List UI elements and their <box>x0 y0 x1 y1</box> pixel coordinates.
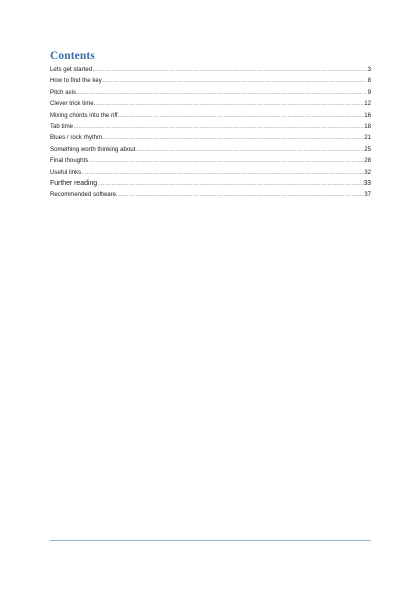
toc-entry-label: Clever trick time. <box>50 100 96 108</box>
toc-entry-page: 18 <box>364 122 371 130</box>
toc-entry-page: 8 <box>367 77 371 85</box>
toc-dot-leader <box>74 122 364 132</box>
toc-entry-page: 32 <box>364 168 371 176</box>
footer-divider <box>50 540 371 541</box>
toc-dot-leader <box>138 145 364 155</box>
toc-dot-leader <box>104 133 363 143</box>
toc-entry[interactable] <box>50 178 371 189</box>
toc-dot-leader <box>98 179 363 189</box>
toc-dot-leader <box>102 76 367 86</box>
toc-entry-label: Further reading <box>50 179 98 187</box>
toc-entry[interactable] <box>50 155 371 166</box>
toc-entry[interactable] <box>50 75 371 86</box>
toc-entry-page: 3 <box>367 66 371 73</box>
toc-entry[interactable] <box>50 64 371 75</box>
toc-entry-label: How to find the key <box>50 77 102 85</box>
toc-entry[interactable] <box>50 110 371 121</box>
toc-entry[interactable] <box>50 132 371 143</box>
toc-entry-label: Pitch axis <box>50 88 77 96</box>
toc-entry[interactable] <box>50 98 371 109</box>
toc-entry-page: 9 <box>367 88 371 96</box>
toc-entry-label: Tab time <box>50 122 74 130</box>
toc-entry[interactable] <box>50 87 371 98</box>
toc-entry-page: 28 <box>364 157 371 165</box>
toc-dot-leader <box>96 99 364 109</box>
toc-entry-page: 21 <box>364 134 371 142</box>
toc-dot-leader <box>118 190 363 200</box>
toc-entry[interactable] <box>50 167 371 178</box>
toc-entry-label: Mixing chords into the riff. <box>50 111 120 119</box>
toc-entry-label: Useful links <box>50 168 82 176</box>
toc-entry-page: 12 <box>364 100 371 108</box>
contents-heading: Contents <box>50 50 95 62</box>
toc-dot-leader <box>77 88 368 98</box>
toc-dot-leader <box>89 156 364 166</box>
toc-dot-leader <box>120 111 364 121</box>
toc-entry[interactable] <box>50 144 371 155</box>
toc-entry-label: Final thoughts <box>50 157 89 165</box>
table-of-contents <box>50 64 371 201</box>
toc-entry-page: 33 <box>363 179 371 187</box>
toc-entry[interactable] <box>50 121 371 132</box>
toc-entry-label: Blues / rock rhythm. <box>50 134 104 142</box>
toc-entry-label: Something worth thinking about. <box>50 145 138 153</box>
toc-entry-page: 16 <box>364 111 371 119</box>
toc-entry-page: 25 <box>364 145 371 153</box>
toc-entry-page: 37 <box>364 191 371 199</box>
toc-dot-leader <box>82 168 364 178</box>
toc-entry-label: Recommended software. <box>50 191 118 199</box>
toc-entry-label: Lets get started <box>50 66 93 73</box>
toc-entry[interactable] <box>50 189 371 200</box>
toc-dot-leader <box>93 65 368 75</box>
